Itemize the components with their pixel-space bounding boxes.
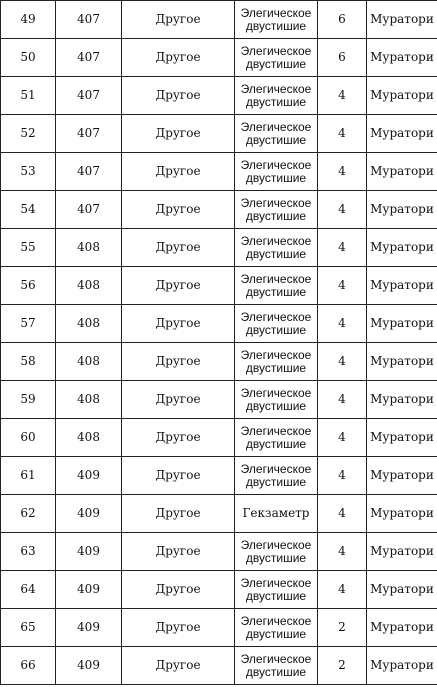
cell-line-count: 4 [318, 153, 367, 191]
cell-page: 409 [56, 457, 122, 495]
cell-genre: Другое [122, 229, 235, 267]
cell-meter: Элегическое двустишие [235, 153, 318, 191]
cell-meter: Элегическое двустишие [235, 381, 318, 419]
table-row [1, 39, 437, 77]
cell-genre: Другое [122, 571, 235, 609]
table-row [1, 381, 437, 419]
cell-meter: Элегическое двустишие [235, 457, 318, 495]
table-row [1, 457, 437, 495]
cell-page: 407 [56, 77, 122, 115]
table-row [1, 343, 437, 381]
cell-genre: Другое [122, 77, 235, 115]
cell-source: Муратори [367, 267, 437, 305]
cell-meter: Элегическое двустишие [235, 647, 318, 685]
cell-meter: Элегическое двустишие [235, 533, 318, 571]
cell-number: 60 [1, 419, 56, 457]
cell-line-count: 4 [318, 533, 367, 571]
cell-genre: Другое [122, 1, 235, 39]
cell-source: Муратори [367, 495, 437, 533]
cell-page: 408 [56, 381, 122, 419]
table-row [1, 153, 437, 191]
cell-meter: Элегическое двустишие [235, 39, 318, 77]
cell-meter: Элегическое двустишие [235, 115, 318, 153]
cell-number: 65 [1, 609, 56, 647]
cell-page: 408 [56, 419, 122, 457]
cell-line-count: 4 [318, 77, 367, 115]
cell-page: 408 [56, 267, 122, 305]
cell-page: 409 [56, 495, 122, 533]
cell-number: 51 [1, 77, 56, 115]
cell-source: Муратори [367, 153, 437, 191]
cell-genre: Другое [122, 305, 235, 343]
cell-meter: Элегическое двустишие [235, 419, 318, 457]
cell-meter: Элегическое двустишие [235, 229, 318, 267]
cell-genre: Другое [122, 191, 235, 229]
cell-source: Муратори [367, 533, 437, 571]
cell-meter: Элегическое двустишие [235, 191, 318, 229]
table-row [1, 191, 437, 229]
cell-number: 55 [1, 229, 56, 267]
cell-page: 407 [56, 191, 122, 229]
cell-meter: Элегическое двустишие [235, 609, 318, 647]
cell-page: 407 [56, 153, 122, 191]
cell-number: 61 [1, 457, 56, 495]
cell-line-count: 2 [318, 647, 367, 685]
cell-number: 50 [1, 39, 56, 77]
cell-page: 407 [56, 1, 122, 39]
cell-number: 54 [1, 191, 56, 229]
cell-page: 409 [56, 647, 122, 685]
cell-number: 64 [1, 571, 56, 609]
cell-meter: Элегическое двустишие [235, 343, 318, 381]
cell-number: 63 [1, 533, 56, 571]
cell-number: 52 [1, 115, 56, 153]
cell-number: 59 [1, 381, 56, 419]
cell-genre: Другое [122, 609, 235, 647]
cell-line-count: 6 [318, 39, 367, 77]
cell-line-count: 4 [318, 343, 367, 381]
cell-genre: Другое [122, 381, 235, 419]
cell-line-count: 6 [318, 1, 367, 39]
cell-genre: Другое [122, 343, 235, 381]
cell-page: 407 [56, 39, 122, 77]
cell-line-count: 4 [318, 267, 367, 305]
cell-source: Муратори [367, 343, 437, 381]
cell-line-count: 2 [318, 609, 367, 647]
cell-page: 407 [56, 115, 122, 153]
cell-number: 56 [1, 267, 56, 305]
cell-meter: Элегическое двустишие [235, 77, 318, 115]
cell-meter: Элегическое двустишие [235, 305, 318, 343]
cell-source: Муратори [367, 1, 437, 39]
cell-line-count: 4 [318, 305, 367, 343]
cell-line-count: 4 [318, 191, 367, 229]
cell-meter: Элегическое двустишие [235, 571, 318, 609]
cell-genre: Другое [122, 647, 235, 685]
table-row [1, 419, 437, 457]
cell-line-count: 4 [318, 229, 367, 267]
cell-genre: Другое [122, 115, 235, 153]
cell-number: 49 [1, 1, 56, 39]
cell-number: 58 [1, 343, 56, 381]
cell-source: Муратори [367, 191, 437, 229]
table-row [1, 571, 437, 609]
cell-page: 408 [56, 305, 122, 343]
cell-source: Муратори [367, 419, 437, 457]
cell-page: 409 [56, 533, 122, 571]
table-body [1, 1, 437, 685]
cell-source: Муратори [367, 115, 437, 153]
cell-source: Муратори [367, 571, 437, 609]
cell-source: Муратори [367, 457, 437, 495]
table-row [1, 267, 437, 305]
cell-line-count: 4 [318, 495, 367, 533]
cell-page: 408 [56, 229, 122, 267]
cell-genre: Другое [122, 153, 235, 191]
table-row [1, 495, 437, 533]
cell-line-count: 4 [318, 571, 367, 609]
cell-number: 57 [1, 305, 56, 343]
cell-page: 409 [56, 609, 122, 647]
cell-meter: Гекзаметр [235, 495, 318, 533]
cell-genre: Другое [122, 495, 235, 533]
table-row [1, 305, 437, 343]
cell-source: Муратори [367, 229, 437, 267]
cell-line-count: 4 [318, 419, 367, 457]
cell-line-count: 4 [318, 115, 367, 153]
cell-page: 408 [56, 343, 122, 381]
cell-line-count: 4 [318, 457, 367, 495]
table-row [1, 1, 437, 39]
cell-source: Муратори [367, 39, 437, 77]
cell-genre: Другое [122, 39, 235, 77]
cell-source: Муратори [367, 305, 437, 343]
cell-number: 66 [1, 647, 56, 685]
cell-page: 409 [56, 571, 122, 609]
cell-number: 53 [1, 153, 56, 191]
cell-source: Муратори [367, 381, 437, 419]
cell-source: Муратори [367, 609, 437, 647]
cell-source: Муратори [367, 647, 437, 685]
cell-source: Муратори [367, 77, 437, 115]
table-row [1, 609, 437, 647]
cell-number: 62 [1, 495, 56, 533]
table-row [1, 647, 437, 685]
table-row [1, 77, 437, 115]
table-row [1, 533, 437, 571]
table-row [1, 229, 437, 267]
table-row [1, 115, 437, 153]
cell-meter: Элегическое двустишие [235, 1, 318, 39]
cell-genre: Другое [122, 533, 235, 571]
cell-genre: Другое [122, 267, 235, 305]
cell-genre: Другое [122, 419, 235, 457]
cell-meter: Элегическое двустишие [235, 267, 318, 305]
cell-line-count: 4 [318, 381, 367, 419]
cell-genre: Другое [122, 457, 235, 495]
